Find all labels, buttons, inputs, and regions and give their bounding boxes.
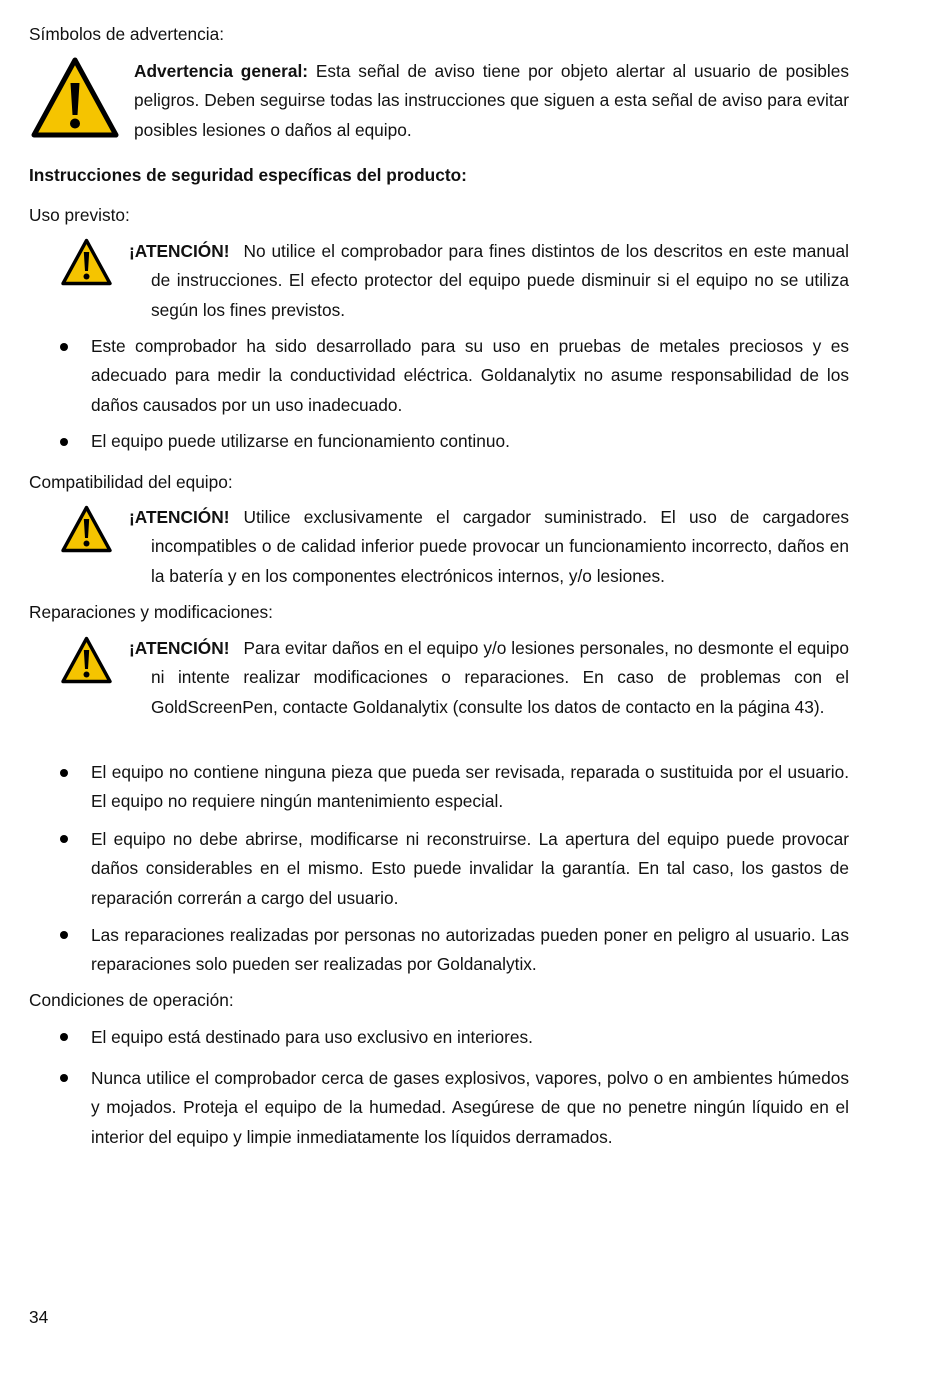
- list-item: Este comprobador ha sido desarrollado para su uso en pruebas de metales preciosos y es adecuado para medir la conductividad eléctrica. Goldanalytix no asume responsabilidad de los daños causados por un uso inadecuado.: [91, 336, 849, 415]
- attention-text: Utilice exclusivamente el cargador suministrado. El uso de cargadores incompatibles o de calidad inferior puede provocar un funcionamiento incorrecto, daños en la batería y en los componentes electrónicos internos, y/o lesiones.: [151, 507, 849, 586]
- bullet-dot: [60, 931, 68, 939]
- attention-text: No utilice el comprobador para fines distintos de los descritos en este manual de instrucciones. El efecto protector del equipo puede disminuir si el equipo no se utiliza según los fines previstos.: [151, 241, 849, 320]
- attention-label: ¡ATENCIÓN!: [129, 241, 230, 261]
- page-number: 34: [29, 1307, 49, 1327]
- heading-warning-symbols: Símbolos de advertencia:: [29, 24, 225, 44]
- attention-compatibility: [129, 503, 849, 591]
- attention-intended-use: [129, 237, 849, 325]
- attention-repairs: [129, 634, 849, 722]
- attention-label: ¡ATENCIÓN!: [129, 507, 230, 527]
- attention-text: Para evitar daños en el equipo y/o lesiones personales, no desmonte el equipo ni intente realizar modificaciones o reparaciones. En caso de problemas con el GoldScreenPen, contacte Goldanalytix (consulte los datos de contacto en la página 43).: [151, 638, 849, 717]
- heading-specific-instructions: Instrucciones de seguridad específicas del producto:: [29, 165, 467, 185]
- attention-label: ¡ATENCIÓN!: [129, 638, 230, 658]
- bullet-dot: [60, 343, 68, 351]
- bullet-dot: [60, 438, 68, 446]
- heading-repairs: Reparaciones y modificaciones:: [29, 602, 273, 622]
- heading-compatibility: Compatibilidad del equipo:: [29, 472, 233, 492]
- warning-triangle-icon: [31, 57, 119, 138]
- list-item: El equipo no debe abrirse, modificarse ni reconstruirse. La apertura del equipo puede provocar daños considerables en el mismo. Esto puede invalidar la garantía. En tal caso, los gastos de reparación correrán a cargo del usuario.: [91, 829, 849, 908]
- list-item: Nunca utilice el comprobador cerca de gases explosivos, vapores, polvo o en ambientes húmedos y mojados. Proteja el equipo de la humedad. Asegúrese de que no penetre ningún líquido en el interior del equipo y limpie inmediatamente los líquidos derramados.: [91, 1068, 849, 1147]
- list-item: El equipo puede utilizarse en funcionamiento continuo.: [91, 431, 510, 451]
- bullet-dot: [60, 1074, 68, 1082]
- warning-triangle-icon: [61, 636, 112, 684]
- list-item: El equipo está destinado para uso exclusivo en interiores.: [91, 1027, 533, 1047]
- list-item: El equipo no contiene ninguna pieza que pueda ser revisada, reparada o sustituida por el usuario. El equipo no requiere ningún mantenimiento especial.: [91, 762, 849, 812]
- bullet-dot: [60, 835, 68, 843]
- general-warning-text: Esta señal de aviso tiene por objeto alertar al usuario de posibles peligros. Deben seguirse todas las instrucciones que siguen a esta señal de aviso para evitar posibles lesiones o daños al equipo.: [134, 61, 849, 140]
- list-item: Las reparaciones realizadas por personas no autorizadas pueden poner en peligro al usuario. Las reparaciones solo pueden ser realizadas por Goldanalytix.: [91, 925, 849, 975]
- heading-operation: Condiciones de operación:: [29, 990, 234, 1010]
- warning-triangle-icon: [61, 505, 112, 553]
- general-warning-paragraph: [134, 57, 849, 145]
- general-warning-title: Advertencia general:: [134, 61, 309, 81]
- bullet-dot: [60, 769, 68, 777]
- bullet-dot: [60, 1033, 68, 1041]
- warning-triangle-icon: [61, 238, 112, 286]
- heading-intended-use: Uso previsto:: [29, 205, 130, 225]
